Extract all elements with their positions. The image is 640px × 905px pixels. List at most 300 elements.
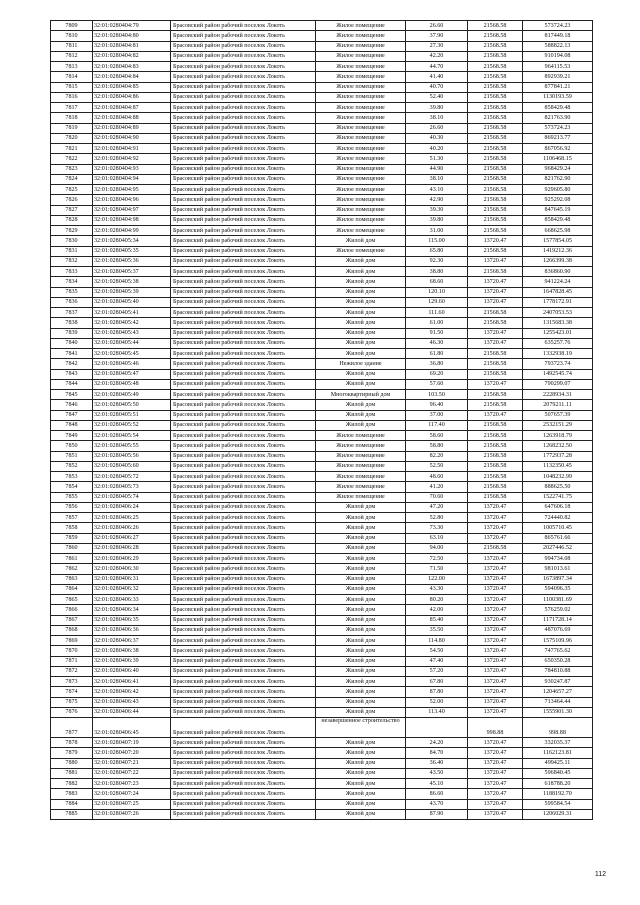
specific-value-cell: 21568.58 — [468, 62, 523, 72]
area-cell: 92.30 — [406, 256, 468, 266]
address-cell: Брасовский район рабочий поселок Локоть — [171, 154, 316, 164]
address-cell: Брасовский район рабочий поселок Локоть — [171, 92, 316, 102]
area-cell: 38.80 — [406, 267, 468, 277]
row-number-cell: 7821 — [51, 144, 93, 154]
address-cell: Брасовский район рабочий поселок Локоть — [171, 809, 316, 819]
table-row — [51, 738, 593, 748]
specific-value-cell: 21568.58 — [468, 51, 523, 61]
object-type-cell: Жилой дом — [316, 687, 406, 697]
specific-value-cell: 13720.47 — [468, 697, 523, 707]
area-cell: 40.70 — [406, 82, 468, 92]
area-cell: 31.00 — [406, 226, 468, 236]
area-cell: 80.20 — [406, 595, 468, 605]
address-cell: Брасовский район рабочий поселок Локоть — [171, 21, 316, 31]
address-cell: Брасовский район рабочий поселок Локоть — [171, 758, 316, 768]
row-number-cell: 7853 — [51, 472, 93, 482]
table-row — [51, 809, 593, 819]
cadastral-value-cell: 594096.35 — [523, 584, 593, 594]
cadastral-number-cell: 32:01:0280405:34 — [93, 236, 171, 246]
table-row — [51, 758, 593, 768]
address-cell: Брасовский район рабочий поселок Локоть — [171, 523, 316, 533]
address-cell: Брасовский район рабочий поселок Локоть — [171, 768, 316, 778]
specific-value-cell: 21568.58 — [468, 123, 523, 133]
address-cell: Брасовский район рабочий поселок Локоть — [171, 297, 316, 307]
area-cell: 39.80 — [406, 103, 468, 113]
cadastral-number-cell: 32:01:0280404:83 — [93, 62, 171, 72]
cadastral-value-cell: 747765.62 — [523, 646, 593, 656]
row-number-cell: 7871 — [51, 656, 93, 666]
object-type-cell: Жилое помещение — [316, 154, 406, 164]
area-cell: 51.30 — [406, 154, 468, 164]
area-cell: 63.10 — [406, 533, 468, 543]
table-row — [51, 799, 593, 809]
address-cell: Брасовский район рабочий поселок Локоть — [171, 461, 316, 471]
cadastral-value-cell: 1266399.38 — [523, 256, 593, 266]
cadastral-number-cell: 32:01:0280405:40 — [93, 297, 171, 307]
row-number-cell: 7814 — [51, 72, 93, 82]
cadastral-value-cell: 576259.02 — [523, 605, 593, 615]
cadastral-value-cell: 1263918.79 — [523, 431, 593, 441]
area-cell: 61.00 — [406, 318, 468, 328]
cadastral-value-cell: 499425.11 — [523, 758, 593, 768]
cadastral-number-cell: 32:01:0280406:42 — [93, 687, 171, 697]
object-type-cell: Жилое помещение — [316, 185, 406, 195]
table-row — [51, 205, 593, 215]
cadastral-number-cell: 32:01:0280405:42 — [93, 318, 171, 328]
specific-value-cell: 13720.47 — [468, 287, 523, 297]
row-number-cell: 7851 — [51, 451, 93, 461]
specific-value-cell: 21568.58 — [468, 174, 523, 184]
address-cell: Брасовский район рабочий поселок Локоть — [171, 400, 316, 410]
row-number-cell: 7832 — [51, 256, 93, 266]
object-type-cell: Жилой дом — [316, 338, 406, 348]
object-type-cell: Жилой дом — [316, 564, 406, 574]
specific-value-cell: 21568.58 — [468, 195, 523, 205]
row-number-cell: 7841 — [51, 349, 93, 359]
specific-value-cell: 13720.47 — [468, 523, 523, 533]
address-cell: Брасовский район рабочий поселок Локоть — [171, 697, 316, 707]
address-cell: Брасовский район рабочий поселок Локоть — [171, 738, 316, 748]
address-cell: Брасовский район рабочий поселок Локоть — [171, 666, 316, 676]
cadastral-value-cell: 821762.90 — [523, 174, 593, 184]
area-cell: 47.20 — [406, 502, 468, 512]
cadastral-value-cell: 668625.98 — [523, 226, 593, 236]
specific-value-cell: 21568.58 — [468, 492, 523, 502]
cadastral-number-cell: 32:01:0280406:38 — [93, 646, 171, 656]
area-cell: 120.10 — [406, 287, 468, 297]
area-cell: 72.50 — [406, 554, 468, 564]
area-cell: 41.40 — [406, 72, 468, 82]
cadastral-number-cell: 32:01:0280406:32 — [93, 584, 171, 594]
table-row — [51, 308, 593, 318]
row-number-cell: 7838 — [51, 318, 93, 328]
table-row — [51, 707, 593, 717]
table-row — [51, 267, 593, 277]
cadastral-number-cell: 32:01:0280405:72 — [93, 472, 171, 482]
cadastral-value-cell: 930247.87 — [523, 677, 593, 687]
area-cell: 52.00 — [406, 697, 468, 707]
cadastral-value-cell: 910194.08 — [523, 51, 593, 61]
table-row — [51, 123, 593, 133]
specific-value-cell: 21568.58 — [468, 215, 523, 225]
row-number-cell: 7820 — [51, 133, 93, 143]
cadastral-value-cell: 925292.08 — [523, 195, 593, 205]
specific-value-cell: 13720.47 — [468, 748, 523, 758]
cadastral-value-cell: 724440.82 — [523, 513, 593, 523]
address-cell: Брасовский район рабочий поселок Локоть — [171, 646, 316, 656]
object-type-cell: Многоквартирный дом — [316, 390, 406, 400]
table-row — [51, 431, 593, 441]
area-cell: 122.00 — [406, 574, 468, 584]
cadastral-value-cell: 847645.19 — [523, 205, 593, 215]
table-row — [51, 554, 593, 564]
specific-value-cell: 13720.47 — [468, 799, 523, 809]
specific-value-cell: 21568.58 — [468, 390, 523, 400]
address-cell: Брасовский район рабочий поселок Локоть — [171, 625, 316, 635]
table-row — [51, 174, 593, 184]
address-cell: Брасовский район рабочий поселок Локоть — [171, 195, 316, 205]
row-number-cell: 7828 — [51, 215, 93, 225]
object-type-cell: Жилое помещение — [316, 174, 406, 184]
specific-value-cell: 13720.47 — [468, 533, 523, 543]
specific-value-cell: 13720.47 — [468, 513, 523, 523]
row-number-cell: 7837 — [51, 308, 93, 318]
area-cell: 103.50 — [406, 390, 468, 400]
object-type-cell: Жилой дом — [316, 809, 406, 819]
area-cell: 115.00 — [406, 236, 468, 246]
address-cell: Брасовский район рабочий поселок Локоть — [171, 277, 316, 287]
area-cell: 68.60 — [406, 277, 468, 287]
object-type-cell: Жилой дом — [316, 554, 406, 564]
cadastral-value-cell: 2532151.29 — [523, 420, 593, 430]
cadastral-value-cell: 635257.76 — [523, 338, 593, 348]
table-row — [51, 595, 593, 605]
cadastral-value-cell: 1555901.30 — [523, 707, 593, 717]
specific-value-cell: 13720.47 — [468, 758, 523, 768]
object-type-cell: Жилой дом — [316, 410, 406, 420]
table-row — [51, 72, 593, 82]
cadastral-number-cell: 32:01:0280404:84 — [93, 72, 171, 82]
object-type-cell: Жилой дом — [316, 636, 406, 646]
address-cell: Брасовский район рабочий поселок Локоть — [171, 236, 316, 246]
cadastral-value-cell: 865761.66 — [523, 533, 593, 543]
cadastral-value-cell: 821763.90 — [523, 113, 593, 123]
cadastral-value-cell: 790299.07 — [523, 379, 593, 389]
table-row — [51, 195, 593, 205]
row-number-cell: 7825 — [51, 185, 93, 195]
table-row — [51, 564, 593, 574]
cadastral-value-cell: 836860.90 — [523, 267, 593, 277]
specific-value-cell: 21568.58 — [468, 205, 523, 215]
cadastral-number-cell: 32:01:0280406:44 — [93, 707, 171, 717]
area-cell: 52.50 — [406, 461, 468, 471]
cadastral-value-cell: 1106468.15 — [523, 154, 593, 164]
address-cell: Брасовский район рабочий поселок Локоть — [171, 256, 316, 266]
row-number-cell: 7811 — [51, 41, 93, 51]
object-type-cell: Жилой дом — [316, 615, 406, 625]
cadastral-value-cell: 1100381.69 — [523, 595, 593, 605]
cadastral-value-cell: 1048232.99 — [523, 472, 593, 482]
object-type-cell: Жилое помещение — [316, 492, 406, 502]
object-type-cell: Жилой дом — [316, 625, 406, 635]
specific-value-cell: 13720.47 — [468, 636, 523, 646]
object-type-cell: Жилое помещение — [316, 431, 406, 441]
row-number-cell: 7883 — [51, 789, 93, 799]
cadastral-number-cell: 32:01:0280406:27 — [93, 533, 171, 543]
cadastral-value-cell: 998.88 — [523, 718, 593, 738]
row-number-cell: 7847 — [51, 410, 93, 420]
cadastral-value-cell: 2228934.31 — [523, 390, 593, 400]
row-number-cell: 7809 — [51, 21, 93, 31]
cadastral-number-cell: 32:01:0280406:34 — [93, 605, 171, 615]
area-cell: 86.60 — [406, 789, 468, 799]
cadastral-value-cell: 1255423.01 — [523, 328, 593, 338]
object-type-cell: Жилое помещение — [316, 72, 406, 82]
specific-value-cell: 21568.58 — [468, 420, 523, 430]
object-type-cell: Жилое помещение — [316, 92, 406, 102]
object-type-cell: Нежилое здание — [316, 359, 406, 369]
cadastral-value-cell: 1204657.27 — [523, 687, 593, 697]
cadastral-value-cell: 1315683.38 — [523, 318, 593, 328]
cadastral-number-cell: 32:01:0280406:28 — [93, 543, 171, 553]
cadastral-value-cell: 1171728.14 — [523, 615, 593, 625]
cadastral-number-cell: 32:01:0280407:24 — [93, 789, 171, 799]
table-row — [51, 748, 593, 758]
cadastral-value-cell: 892939.21 — [523, 72, 593, 82]
row-number-cell: 7885 — [51, 809, 93, 819]
cadastral-number-cell: 32:01:0280404:96 — [93, 195, 171, 205]
specific-value-cell: 13720.47 — [468, 656, 523, 666]
area-cell: 96.40 — [406, 400, 468, 410]
address-cell: Брасовский район рабочий поселок Локоть — [171, 431, 316, 441]
area-cell: 65.80 — [406, 246, 468, 256]
cadastral-number-cell: 32:01:0280405:45 — [93, 349, 171, 359]
cadastral-number-cell: 32:01:0280405:35 — [93, 246, 171, 256]
specific-value-cell: 21568.58 — [468, 144, 523, 154]
address-cell: Брасовский район рабочий поселок Локоть — [171, 31, 316, 41]
area-cell: 111.60 — [406, 308, 468, 318]
area-cell: 84.70 — [406, 748, 468, 758]
address-cell: Брасовский район рабочий поселок Локоть — [171, 615, 316, 625]
table-row — [51, 103, 593, 113]
area-cell: 58.60 — [406, 431, 468, 441]
cadastral-value-cell: 487076.69 — [523, 625, 593, 635]
cadastral-number-cell: 32:01:0280404:88 — [93, 113, 171, 123]
specific-value-cell: 13720.47 — [468, 687, 523, 697]
cadastral-value-cell: 869213.77 — [523, 133, 593, 143]
area-cell: 54.50 — [406, 646, 468, 656]
object-type-cell: Жилое помещение — [316, 451, 406, 461]
area-cell: 52.40 — [406, 92, 468, 102]
cadastral-number-cell: 32:01:0280406:35 — [93, 615, 171, 625]
object-type-cell: Жилой дом — [316, 758, 406, 768]
object-type-cell: Жилое помещение — [316, 215, 406, 225]
table-row — [51, 400, 593, 410]
table-row — [51, 21, 593, 31]
cadastral-value-cell: 1647828.45 — [523, 287, 593, 297]
address-cell: Брасовский район рабочий поселок Локоть — [171, 441, 316, 451]
cadastral-value-cell: 1778172.91 — [523, 297, 593, 307]
cadastral-number-cell: 32:01:0280405:49 — [93, 390, 171, 400]
address-cell: Брасовский район рабочий поселок Локоть — [171, 513, 316, 523]
row-number-cell: 7843 — [51, 369, 93, 379]
row-number-cell: 7854 — [51, 482, 93, 492]
table-row — [51, 482, 593, 492]
specific-value-cell: 13720.47 — [468, 595, 523, 605]
specific-value-cell: 21568.58 — [468, 82, 523, 92]
area-cell: 46.30 — [406, 338, 468, 348]
cadastral-value-cell: 1575109.96 — [523, 636, 593, 646]
object-type-cell: Жилой дом — [316, 267, 406, 277]
table-row — [51, 605, 593, 615]
area-cell: 71.50 — [406, 564, 468, 574]
row-number-cell: 7882 — [51, 779, 93, 789]
area-cell: 94.00 — [406, 543, 468, 553]
cadastral-value-cell: 994734.08 — [523, 554, 593, 564]
area-cell: 26.60 — [406, 21, 468, 31]
address-cell: Брасовский район рабочий поселок Локоть — [171, 543, 316, 553]
cadastral-number-cell: 32:01:0280405:56 — [93, 451, 171, 461]
row-number-cell: 7817 — [51, 103, 93, 113]
specific-value-cell: 21568.58 — [468, 318, 523, 328]
specific-value-cell: 13720.47 — [468, 574, 523, 584]
cadastral-number-cell: 32:01:0280406:39 — [93, 656, 171, 666]
table-row — [51, 789, 593, 799]
row-number-cell: 7845 — [51, 390, 93, 400]
cadastral-number-cell: 32:01:0280404:91 — [93, 144, 171, 154]
object-type-cell: Жилое помещение — [316, 82, 406, 92]
cadastral-value-cell: 964115.53 — [523, 62, 593, 72]
specific-value-cell: 13720.47 — [468, 502, 523, 512]
cadastral-number-cell: 32:01:0280404:90 — [93, 133, 171, 143]
area-cell: 42.00 — [406, 605, 468, 615]
object-type-cell: Жилой дом — [316, 328, 406, 338]
specific-value-cell: 21568.58 — [468, 41, 523, 51]
object-type-cell: Жилое помещение — [316, 205, 406, 215]
address-cell: Брасовский район рабочий поселок Локоть — [171, 605, 316, 615]
cadastral-value-cell: 647606.18 — [523, 502, 593, 512]
row-number-cell: 7824 — [51, 174, 93, 184]
table-row — [51, 226, 593, 236]
table-row — [51, 636, 593, 646]
area-cell: 42.20 — [406, 51, 468, 61]
area-cell: 117.40 — [406, 420, 468, 430]
cadastral-value-cell: 793723.74 — [523, 359, 593, 369]
table-row — [51, 513, 593, 523]
row-number-cell: 7830 — [51, 236, 93, 246]
specific-value-cell: 21568.58 — [468, 369, 523, 379]
cadastral-value-cell: 618788.20 — [523, 779, 593, 789]
table-row — [51, 379, 593, 389]
specific-value-cell: 21568.58 — [468, 400, 523, 410]
table-row — [51, 185, 593, 195]
object-type-cell: Жилой дом — [316, 789, 406, 799]
address-cell: Брасовский район рабочий поселок Локоть — [171, 51, 316, 61]
row-number-cell: 7874 — [51, 687, 93, 697]
table-row — [51, 420, 593, 430]
row-number-cell: 7858 — [51, 523, 93, 533]
address-cell: Брасовский район рабочий поселок Локоть — [171, 707, 316, 717]
specific-value-cell: 21568.58 — [468, 441, 523, 451]
cadastral-value-cell: 1130193.59 — [523, 92, 593, 102]
cadastral-value-cell: 650350.28 — [523, 656, 593, 666]
cadastral-value-cell: 858429.48 — [523, 103, 593, 113]
specific-value-cell: 13720.47 — [468, 789, 523, 799]
area-cell: 44.90 — [406, 164, 468, 174]
table-row — [51, 236, 593, 246]
object-type-cell: Жилой дом — [316, 543, 406, 553]
area-cell: 39.80 — [406, 215, 468, 225]
specific-value-cell: 13720.47 — [468, 677, 523, 687]
cadastral-value-cell: 929605.80 — [523, 185, 593, 195]
row-number-cell: 7867 — [51, 615, 93, 625]
row-number-cell: 7831 — [51, 246, 93, 256]
area-cell: 43.10 — [406, 185, 468, 195]
area-cell: 129.60 — [406, 297, 468, 307]
row-number-cell: 7813 — [51, 62, 93, 72]
specific-value-cell: 21568.58 — [468, 103, 523, 113]
area-cell: 44.70 — [406, 62, 468, 72]
table-row — [51, 62, 593, 72]
table-row — [51, 687, 593, 697]
cadastral-value-cell: 1577854.05 — [523, 236, 593, 246]
address-cell: Брасовский район рабочий поселок Локоть — [171, 369, 316, 379]
object-type-cell: Жилое помещение — [316, 482, 406, 492]
cadastral-number-cell: 32:01:0280405:51 — [93, 410, 171, 420]
specific-value-cell: 13720.47 — [468, 768, 523, 778]
object-type-cell: Жилое помещение — [316, 195, 406, 205]
row-number-cell: 7810 — [51, 31, 93, 41]
cadastral-value-cell: 1268232.50 — [523, 441, 593, 451]
row-number-cell: 7856 — [51, 502, 93, 512]
address-cell: Брасовский район рабочий поселок Локоть — [171, 554, 316, 564]
object-type-cell: Жилой дом — [316, 595, 406, 605]
object-type-cell: Жилой дом — [316, 799, 406, 809]
cadastral-number-cell: 32:01:0280406:43 — [93, 697, 171, 707]
object-type-cell: Жилой дом — [316, 656, 406, 666]
row-number-cell: 7861 — [51, 554, 93, 564]
area-cell: 37.00 — [406, 410, 468, 420]
row-number-cell: 7878 — [51, 738, 93, 748]
row-number-cell: 7848 — [51, 420, 93, 430]
table-row — [51, 625, 593, 635]
cadastral-number-cell: 32:01:0280405:37 — [93, 267, 171, 277]
row-number-cell: 7875 — [51, 697, 93, 707]
cadastral-number-cell: 32:01:0280405:55 — [93, 441, 171, 451]
cadastral-value-cell: 1005710.45 — [523, 523, 593, 533]
area-cell: 43.50 — [406, 768, 468, 778]
object-type-cell: Жилой дом — [316, 779, 406, 789]
cadastral-number-cell: 32:01:0280407:19 — [93, 738, 171, 748]
object-type-cell: Жилое помещение — [316, 164, 406, 174]
row-number-cell: 7834 — [51, 277, 93, 287]
specific-value-cell: 21568.58 — [468, 31, 523, 41]
object-type-cell: Жилой дом — [316, 236, 406, 246]
row-number-cell: 7860 — [51, 543, 93, 553]
object-type-cell: Жилой дом — [316, 297, 406, 307]
table-row — [51, 472, 593, 482]
table-row — [51, 584, 593, 594]
specific-value-cell: 13720.47 — [468, 738, 523, 748]
object-type-cell: Жилой дом — [316, 523, 406, 533]
table-row — [51, 51, 593, 61]
address-cell: Брасовский район рабочий поселок Локоть — [171, 574, 316, 584]
cadastral-number-cell: 32:01:0280406:37 — [93, 636, 171, 646]
object-type-cell: Жилой дом — [316, 768, 406, 778]
address-cell: Брасовский район рабочий поселок Локоть — [171, 72, 316, 82]
address-cell: Брасовский район рабочий поселок Локоть — [171, 205, 316, 215]
address-cell: Брасовский район рабочий поселок Локоть — [171, 318, 316, 328]
